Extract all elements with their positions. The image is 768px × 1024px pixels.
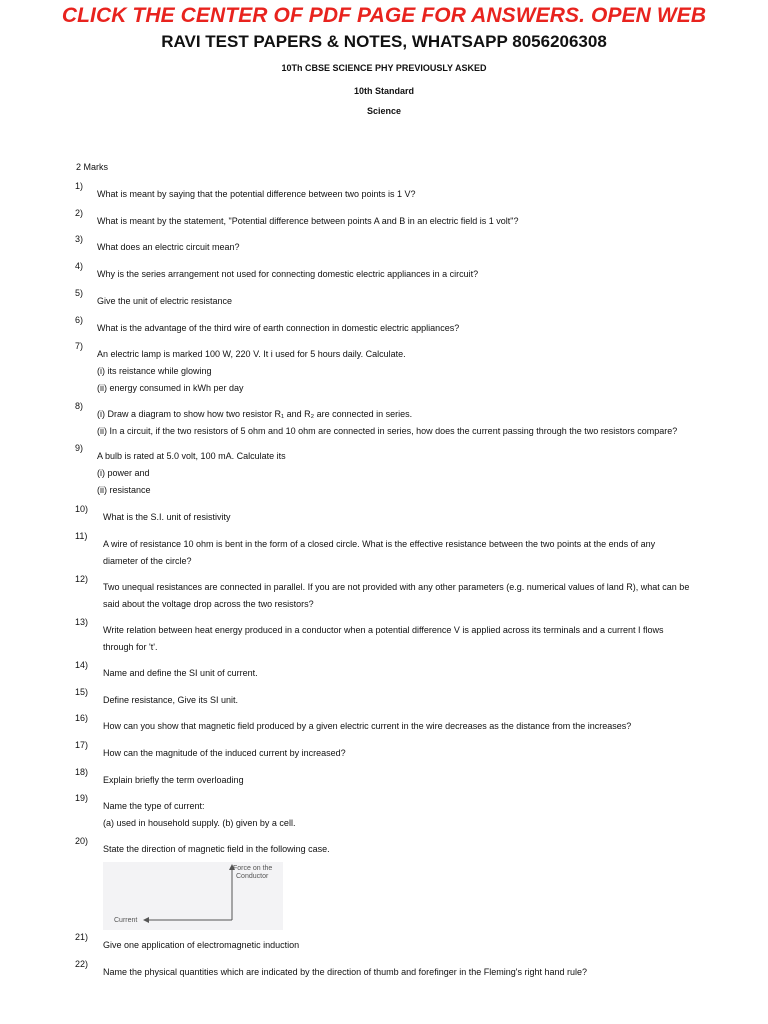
question-text	[103, 692, 703, 709]
question-number: 8)	[75, 401, 84, 411]
question-number: 9)	[75, 443, 84, 453]
subject-label: Science	[366, 106, 402, 116]
question-line: Name the type of current:	[103, 801, 205, 811]
question-number: 3)	[75, 234, 84, 244]
question-text	[103, 964, 703, 981]
question-line: Name and define the SI unit of current.	[103, 668, 258, 678]
current-arrow-head	[143, 917, 149, 923]
question-text	[103, 509, 703, 526]
question-text	[103, 798, 703, 832]
question-number: 18)	[75, 767, 89, 777]
question-line: (ii) In a circuit, if the two resistors of 5 ohm and 10 ohm are connected in series, how does the current passing through the two resistors compare?	[97, 426, 678, 436]
question-text	[103, 622, 703, 656]
question-number: 17)	[75, 740, 89, 750]
question-line: A bulb is rated at 5.0 volt, 100 mA. Calculate its	[97, 451, 286, 461]
question-text	[97, 213, 697, 230]
question-text	[97, 406, 697, 440]
question-line: What is the S.I. unit of resistivity	[103, 512, 231, 522]
question-text	[97, 266, 697, 283]
section-label: 2 Marks	[76, 162, 109, 172]
question-number: 11)	[75, 531, 88, 541]
question-line: Define resistance, Give its SI unit.	[103, 695, 239, 705]
question-line: What does an electric circuit mean?	[97, 242, 240, 252]
question-line: Write relation between heat energy produced in a conductor when a potential difference V is applied across its terminals and a current I flows	[103, 625, 664, 635]
question-number: 12)	[75, 574, 89, 584]
question-number: 19)	[75, 793, 89, 803]
question-text	[103, 665, 703, 682]
question-text	[97, 186, 697, 203]
question-line: through for 't'.	[103, 642, 158, 652]
answers-banner-link[interactable]: CLICK THE CENTER OF PDF PAGE FOR ANSWERS. OPEN WEB	[61, 4, 707, 27]
question-line: (ii) energy consumed in kWh per day	[97, 383, 244, 393]
question-number: 10)	[75, 504, 89, 514]
question-text	[97, 346, 697, 397]
question-line: Explain briefly the term overloading	[103, 775, 244, 785]
question-text	[97, 448, 697, 499]
question-line: State the direction of magnetic field in the following case.	[103, 844, 330, 854]
question-line: What is the advantage of the third wire of earth connection in domestic electric appliances?	[97, 323, 460, 333]
question-text	[103, 841, 703, 858]
question-line: How can the magnitude of the induced current by increased?	[103, 748, 346, 758]
question-text	[97, 293, 697, 310]
question-line: (i) power and	[97, 468, 150, 478]
magnetic-field-figure	[103, 862, 283, 930]
question-line: An electric lamp is marked 100 W, 220 V. It i used for 5 hours daily. Calculate.	[97, 349, 406, 359]
standard-label: 10th Standard	[353, 86, 414, 96]
question-number: 14)	[75, 660, 89, 670]
question-number: 16)	[75, 713, 89, 723]
question-line: (a) used in household supply. (b) given by a cell.	[103, 818, 296, 828]
question-line: Name the physical quantities which are indicated by the direction of thumb and forefinger in the Fleming's right hand rule?	[103, 967, 587, 977]
question-text	[103, 718, 703, 735]
paper-title: 10Th CBSE SCIENCE PHY PREVIOUSLY ASKED	[281, 63, 487, 73]
question-text	[103, 772, 703, 789]
question-number: 6)	[75, 315, 84, 325]
question-line: (ii) resistance	[97, 485, 151, 495]
question-line: said about the voltage drop across the two resistors?	[103, 599, 314, 609]
question-number: 20)	[75, 836, 89, 846]
question-text	[97, 239, 697, 256]
question-line: How can you show that magnetic field produced by a given electric current in the wire decreases as the distance from the increases?	[103, 721, 632, 731]
question-line: What is meant by the statement, "Potential difference between points A and B in an electric field is 1 volt"?	[97, 216, 519, 226]
question-line: What is meant by saying that the potential difference between two points is 1 V?	[97, 189, 416, 199]
question-number: 15)	[75, 687, 89, 697]
question-number: 2)	[75, 208, 84, 218]
question-line: Give one application of electromagnetic induction	[103, 940, 300, 950]
question-number: 13)	[75, 617, 89, 627]
question-text	[97, 320, 697, 337]
question-number: 4)	[75, 261, 84, 271]
question-line: A wire of resistance 10 ohm is bent in the form of a closed circle. What is the effective resistance between the two points at the ends of any	[103, 539, 656, 549]
question-number: 22)	[75, 959, 89, 969]
question-number: 21)	[75, 932, 89, 942]
contact-subbanner: RAVI TEST PAPERS & NOTES, WHATSAPP 8056206308	[161, 32, 607, 51]
question-text	[103, 579, 703, 613]
question-number: 1)	[75, 181, 84, 191]
question-line: Why is the series arrangement not used for connecting domestic electric appliances in a circuit?	[97, 269, 479, 279]
question-number: 5)	[75, 288, 84, 298]
question-line: (i) Draw a diagram to show how two resistor R₁ and R₂ are connected in series.	[97, 409, 413, 419]
question-line: Two unequal resistances are connected in parallel. If you are not provided with any other parameters (e.g. numerical values of land R), what can be	[103, 582, 690, 592]
question-line: Give the unit of electric resistance	[97, 296, 233, 306]
force-label: Force on the Conductor	[233, 865, 273, 880]
current-label: Current	[114, 917, 138, 924]
question-text	[103, 745, 703, 762]
question-text	[103, 536, 703, 570]
question-number: 7)	[75, 341, 84, 351]
question-line: (i) its reistance while glowing	[97, 366, 212, 376]
question-text	[103, 937, 703, 954]
question-line: diameter of the circle?	[103, 556, 192, 566]
